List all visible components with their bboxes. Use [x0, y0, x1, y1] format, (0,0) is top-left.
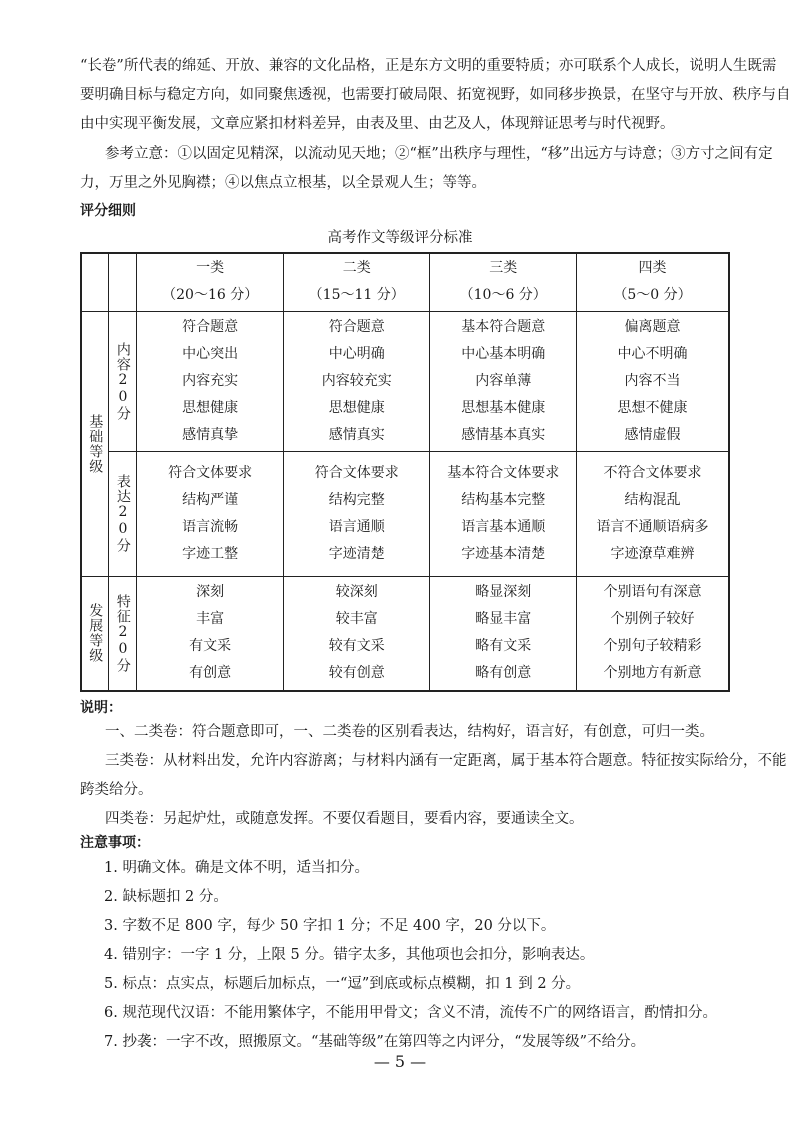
header-empty-cell [81, 253, 109, 311]
header-class-3: 三类 （10～6 分） [430, 253, 577, 311]
note-item: 2. 缺标题扣 2 分。 [104, 889, 228, 905]
content-cell-2: 符合题意 中心明确 内容较充实 思想健康 感情真实 [283, 311, 430, 451]
features-cell-2: 较深刻 较丰富 较有文采 较有创意 [283, 576, 430, 691]
page-number: — 5 — [373, 1052, 427, 1071]
expression-cell-1: 符合文体要求 结构严谨 语言流畅 字迹工整 [137, 451, 284, 576]
note-item: 3. 字数不足 800 字，每少 50 字扣 1 分；不足 400 字，20 分以下。 [104, 918, 556, 934]
explanation-line: 四类卷：另起炉灶，或随意发挥。不要仅看题目，要看内容，要通读全文。 [105, 811, 584, 827]
group-basic-level: 基础等级 [81, 311, 109, 576]
header-empty-cell [109, 253, 137, 311]
table-caption: 高考作文等级评分标准 [327, 230, 473, 246]
row-label-features: 特征 20分 [109, 576, 137, 691]
features-cell-1: 深刻 丰富 有文采 有创意 [137, 576, 284, 691]
intro-paragraph-1 [80, 52, 791, 139]
explanation-line: 三类卷：从材料出发，允许内容游离；与材料内涵有一定距离，属于基本符合题意。特征按实际给分，不能 [105, 753, 787, 769]
notes-list [104, 854, 717, 1057]
features-cell-4: 个别语句有深意 个别例子较好 个别句子较精彩 个别地方有新意 [577, 576, 730, 691]
note-item: 1. 明确文体。确是文体不明，适当扣分。 [104, 860, 369, 876]
grading-table [80, 252, 730, 692]
row-label-content: 内容 20分 [109, 311, 137, 451]
explanation-line: 跨类给分。 [80, 782, 153, 798]
explanation-line: 一、二类卷：符合题意即可，一、二类卷的区别看表达，结构好，语言好，有创意，可归一类。 [105, 724, 714, 740]
table-row-expression [81, 451, 729, 576]
note-item: 6. 规范现代汉语：不能用繁体字，不能用甲骨文；含义不清，流传不广的网络语言，酌情扣分。 [104, 1005, 717, 1021]
note-item: 4. 错别字：一字 1 分，上限 5 分。错字太多，其他项也会扣分，影响表达。 [104, 947, 595, 963]
explanation-body [80, 718, 787, 834]
row-label-expression: 表达 20分 [109, 451, 137, 576]
features-cell-3: 略显深刻 略显丰富 略有文采 略有创意 [430, 576, 577, 691]
note-item: 5. 标点：点实点，标题后加标点，一“逗”到底或标点模糊，扣 1 到 2 分。 [104, 976, 581, 992]
table-row-features [81, 576, 729, 691]
explanation-title: 说明： [80, 700, 122, 716]
header-class-1: 一类 （20～16 分） [137, 253, 284, 311]
content-cell-1: 符合题意 中心突出 内容充实 思想健康 感情真挚 [137, 311, 284, 451]
expression-cell-2: 符合文体要求 结构完整 语言通顺 字迹清楚 [283, 451, 430, 576]
header-class-2: 二类 （15～11 分） [283, 253, 430, 311]
intro-line: 由中实现平衡发展，文章应紧扣材料差异，由表及里、由艺及人，体现辩证思考与时代视野。 [80, 116, 675, 132]
intro-line: 力，万里之外见胸襟；④以焦点立根基，以全景观人生；等等。 [80, 175, 486, 191]
intro-line: “长卷”所代表的绵延、开放、兼容的文化品格，正是东方文明的重要特质；亦可联系个人成长，说明人生既需 [80, 58, 777, 74]
intro-line: 参考立意：①以固定见精深，以流动见天地；②“框”出秩序与理性，“移”出远方与诗意；③方寸之间有定 [105, 146, 773, 162]
content-cell-3: 基本符合题意 中心基本明确 内容单薄 思想基本健康 感情基本真实 [430, 311, 577, 451]
scoring-title: 评分细则 [80, 203, 136, 219]
note-item: 7. 抄袭：一字不改，照搬原文。“基础等级”在第四等之内评分，“发展等级”不给分。 [104, 1034, 646, 1050]
expression-cell-4: 不符合文体要求 结构混乱 语言不通顺语病多 字迹潦草难辨 [577, 451, 730, 576]
header-class-4: 四类 （5～0 分） [577, 253, 730, 311]
table-header-row [81, 253, 729, 311]
content-cell-4: 偏离题意 中心不明确 内容不当 思想不健康 感情虚假 [577, 311, 730, 451]
intro-line: 要明确目标与稳定方向，如同聚焦透视，也需要打破局限、拓宽视野，如同移步换景，在坚守与开放、秩序与自 [80, 87, 791, 103]
group-development-level: 发展等级 [81, 576, 109, 691]
notes-title: 注意事项： [80, 835, 150, 851]
intro-paragraph-2 [80, 140, 773, 198]
expression-cell-3: 基本符合文体要求 结构基本完整 语言基本通顺 字迹基本清楚 [430, 451, 577, 576]
table-row-content [81, 311, 729, 451]
